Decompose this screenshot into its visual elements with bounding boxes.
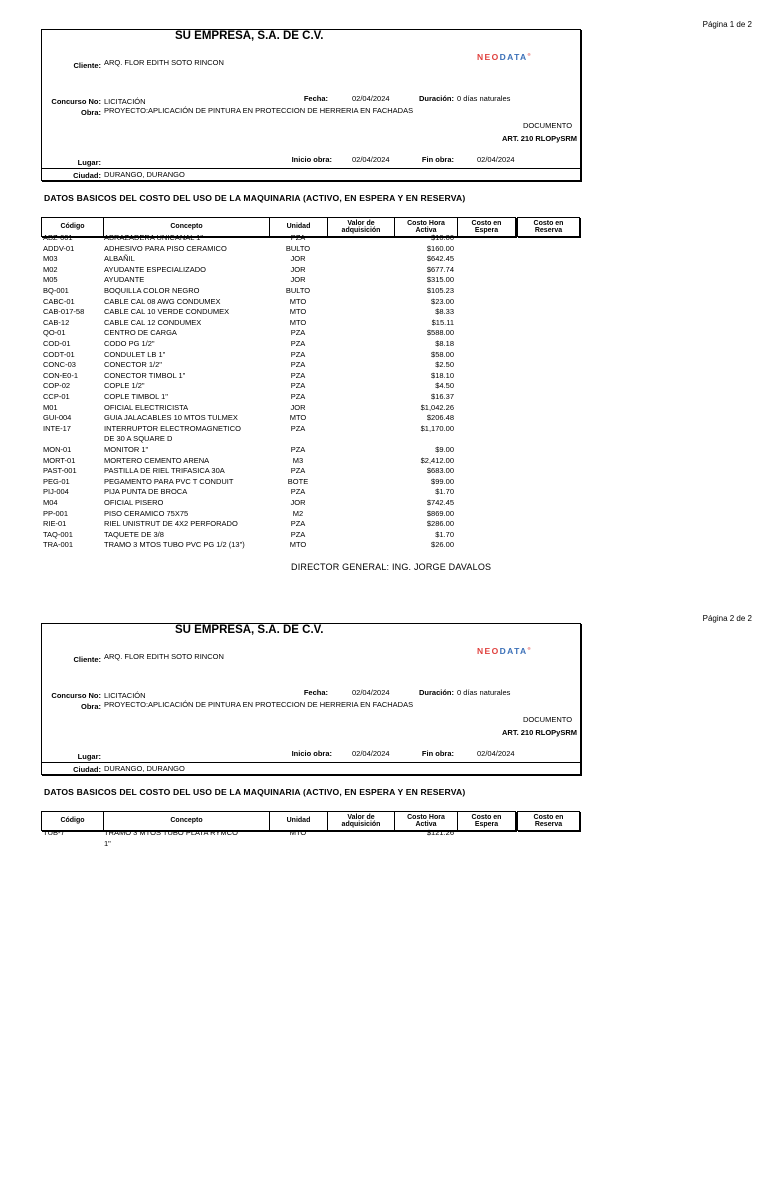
inicio-value: 02/04/2024 <box>352 749 390 758</box>
cell-costo-hora: $16.37 <box>431 392 454 401</box>
cell-costo-hora: $286.00 <box>426 519 454 529</box>
table-row <box>0 487 768 498</box>
cell-unidad: MTO <box>289 828 307 837</box>
col-concepto: Concepto <box>103 811 270 831</box>
cell-unidad: M2 <box>292 508 304 518</box>
table-row <box>0 477 768 488</box>
cell-codigo: M04 <box>43 498 58 507</box>
table-row <box>0 530 768 541</box>
cell-concepto: GUIA JALACABLES 10 MTOS TULMEX <box>104 413 238 423</box>
cell-costo-hora: $23.00 <box>431 296 454 306</box>
cell-unidad: PZA <box>290 487 306 497</box>
cell-codigo: CONC-03 <box>43 360 76 370</box>
header-separator <box>42 762 580 763</box>
cell-unidad: PZA <box>290 349 306 359</box>
col-valor-adquisicion: Valor de adquisición <box>327 217 395 237</box>
col-costo-hora-activa: Costo Hora Activa <box>394 811 458 831</box>
cell-unidad: PZA <box>290 233 306 242</box>
table-row <box>0 318 768 329</box>
cell-unidad: BOTE <box>287 476 309 486</box>
cell-codigo: COP-02 <box>43 381 71 391</box>
duracion-label: Duración: <box>418 688 454 697</box>
cell-concepto: ADHESIVO PARA PISO CERAMICO <box>104 243 227 253</box>
cell-codigo: M02 <box>43 264 58 274</box>
cell-concepto: AYUDANTE <box>104 275 145 285</box>
cell-codigo: ABZ-001 <box>43 233 73 242</box>
col-unidad: Unidad <box>269 811 328 831</box>
obra-label: Obra: <box>80 108 101 117</box>
inicio-value: 02/04/2024 <box>352 155 390 164</box>
table-row <box>0 297 768 308</box>
col-codigo: Código <box>41 811 104 831</box>
cell-codigo: PP-001 <box>43 508 69 518</box>
cell-unidad: PZA <box>290 519 306 529</box>
duracion-label: Duración: <box>418 94 454 103</box>
cell-concepto: CENTRO DE CARGA <box>104 328 177 338</box>
cell-codigo: CAB-12 <box>43 317 70 327</box>
cell-codigo: CABC-01 <box>43 296 75 306</box>
cell-costo-hora: $9.00 <box>435 445 454 454</box>
table-row <box>0 413 768 424</box>
cell-codigo: PIJ-004 <box>43 487 69 497</box>
cell-codigo: MORT-01 <box>43 455 76 465</box>
concurso-label: Concurso No: <box>51 97 101 106</box>
cell-codigo: M05 <box>43 275 58 285</box>
cell-unidad: JOR <box>290 498 306 507</box>
section-title: DATOS BASICOS DEL COSTO DEL USO DE LA MAQUINARIA (ACTIVO, EN ESPERA Y EN RESERVA) <box>44 193 466 203</box>
page-number: Página 1 de 2 <box>702 20 752 29</box>
table-row <box>0 424 768 435</box>
cell-codigo: CAB-017-58 <box>43 307 85 317</box>
cell-concepto: BOQUILLA COLOR NEGRO <box>104 286 200 295</box>
cell-costo-hora: $642.45 <box>426 254 454 264</box>
table-row <box>0 392 768 403</box>
cell-codigo: CON-E0-1 <box>43 370 79 380</box>
cell-concepto: RIEL UNISTRUT DE 4X2 PERFORADO <box>104 519 238 529</box>
col-costo-reserva: Costo en Reserva <box>517 217 580 237</box>
cell-costo-hora: $1.70 <box>435 529 454 539</box>
neodata-logo: NEODATA® <box>477 52 532 62</box>
cell-concepto: PISO CERAMICO 75X75 <box>104 508 189 518</box>
cell-concepto: DE 30 A SQUARE D <box>104 434 173 444</box>
cell-unidad: JOR <box>290 402 306 412</box>
cell-costo-hora: $2,412.00 <box>420 455 454 465</box>
lugar-label: Lugar: <box>77 158 101 167</box>
table-row <box>0 244 768 255</box>
table-row <box>0 275 768 286</box>
obra-label: Obra: <box>80 702 101 711</box>
documento-label: DOCUMENTO <box>523 121 573 130</box>
table-row <box>0 265 768 276</box>
cell-concepto: TRAMO 3 MTOS TUBO PLATA RYMCO <box>104 828 238 837</box>
col-costo-espera: Costo en Espera <box>457 217 516 237</box>
cell-concepto: COPLE TIMBOL 1" <box>104 392 168 401</box>
cell-costo-hora: $1.70 <box>435 487 454 497</box>
cell-codigo: TRA-001 <box>43 540 74 550</box>
cell-concepto: COPLE 1/2" <box>104 381 145 391</box>
duracion-value: 0 días naturales <box>457 688 511 697</box>
cell-concepto: MORTERO CEMENTO ARENA <box>104 455 210 465</box>
table-row <box>0 466 768 477</box>
cell-concepto: OFICIAL ELECTRICISTA <box>104 402 189 412</box>
cell-codigo: BQ-001 <box>43 286 69 295</box>
cell-codigo: INTE-17 <box>43 423 71 433</box>
col-unidad: Unidad <box>269 217 328 237</box>
table-row <box>0 339 768 350</box>
cell-codigo: PEG-01 <box>43 476 70 486</box>
ciudad-value: DURANGO, DURANGO <box>104 170 185 179</box>
cell-costo-hora: $742.45 <box>426 498 454 507</box>
cell-codigo: RIE-01 <box>43 519 67 529</box>
inicio-label: Inicio obra: <box>291 749 332 758</box>
articulo-label: ART. 210 RLOPySRM <box>502 728 578 737</box>
ciudad-label: Ciudad: <box>73 171 101 180</box>
header-separator <box>42 168 580 169</box>
cell-concepto: PEGAMENTO PARA PVC T CONDUIT <box>104 476 234 486</box>
table-row <box>0 828 768 839</box>
fin-value: 02/04/2024 <box>477 749 515 758</box>
col-valor-adquisicion: Valor de adquisición <box>327 811 395 831</box>
obra-value: PROYECTO:APLICACIÓN DE PINTURA EN PROTECCION DE HERRERIA EN FACHADAS <box>104 700 414 709</box>
col-costo-reserva: Costo en Reserva <box>517 811 580 831</box>
cell-unidad: MTO <box>289 307 307 317</box>
table-row <box>0 498 768 509</box>
cell-codigo: M01 <box>43 402 58 412</box>
cell-codigo: TAQ-001 <box>43 529 73 539</box>
cell-concepto: PIJA PUNTA DE BROCA <box>104 487 188 497</box>
cell-costo-hora: $160.00 <box>426 243 454 253</box>
documento-label: DOCUMENTO <box>523 715 573 724</box>
obra-value: PROYECTO:APLICACIÓN DE PINTURA EN PROTECCION DE HERRERIA EN FACHADAS <box>104 106 414 115</box>
cell-codigo: MON-01 <box>43 445 72 454</box>
cell-codigo: M03 <box>43 254 58 264</box>
cell-concepto: OFICIAL PISERO <box>104 498 164 507</box>
section-title: DATOS BASICOS DEL COSTO DEL USO DE LA MAQUINARIA (ACTIVO, EN ESPERA Y EN RESERVA) <box>44 787 466 797</box>
cell-unidad: JOR <box>290 254 306 264</box>
concurso-value: LICITACIÓN <box>104 97 146 106</box>
fecha-label: Fecha: <box>303 94 328 103</box>
cell-unidad: MTO <box>289 540 307 550</box>
table-row <box>0 286 768 297</box>
cell-costo-hora: $4.50 <box>435 381 454 391</box>
cell-codigo: CCP-01 <box>43 392 70 401</box>
cell-codigo: PAST-001 <box>43 466 77 476</box>
ciudad-value: DURANGO, DURANGO <box>104 764 185 773</box>
cell-costo-hora: $10.00 <box>431 233 454 242</box>
table-row <box>0 254 768 265</box>
cell-codigo: TUB-7 <box>43 828 65 837</box>
page-number: Página 2 de 2 <box>702 614 752 623</box>
cell-unidad: PZA <box>290 381 306 391</box>
col-concepto: Concepto <box>103 217 270 237</box>
cell-concepto: MONITOR 1" <box>104 445 149 454</box>
cell-unidad: MTO <box>289 413 307 423</box>
document-page-2 <box>0 594 768 1188</box>
cell-unidad: JOR <box>290 264 306 274</box>
cell-unidad: PZA <box>290 445 306 454</box>
table-row <box>0 403 768 414</box>
cell-costo-hora: $15.11 <box>431 317 454 327</box>
table-row <box>0 233 768 244</box>
table-row <box>0 328 768 339</box>
cell-concepto: 1" <box>104 838 111 848</box>
table-row <box>0 456 768 467</box>
cell-concepto: ALBAÑIL <box>104 254 135 264</box>
cell-unidad: PZA <box>290 392 306 401</box>
cell-concepto: TRAMO 3 MTOS TUBO PVC PG 1/2 (13") <box>104 540 245 550</box>
cell-costo-hora: $869.00 <box>426 508 454 518</box>
table-row <box>0 509 768 520</box>
table-row <box>0 839 768 850</box>
cell-unidad: PZA <box>290 360 306 370</box>
concurso-label: Concurso No: <box>51 691 101 700</box>
cell-concepto: ABRAZADERA UNICANAL 1" <box>104 233 204 242</box>
cell-costo-hora: $588.00 <box>426 328 454 338</box>
articulo-label: ART. 210 RLOPySRM <box>502 134 578 143</box>
cell-unidad: PZA <box>290 370 306 380</box>
cell-costo-hora: $206.48 <box>426 413 454 423</box>
table-row <box>0 371 768 382</box>
fin-label: Fin obra: <box>421 749 454 758</box>
cell-concepto: CABLE CAL 10 VERDE CONDUMEX <box>104 307 230 317</box>
cell-costo-hora: $18.10 <box>431 370 454 380</box>
cell-costo-hora: $8.33 <box>435 307 454 317</box>
cell-costo-hora: $1,170.00 <box>420 423 454 433</box>
cell-costo-hora: $8.18 <box>435 339 454 348</box>
director-signature: DIRECTOR GENERAL: ING. JORGE DAVALOS <box>291 562 492 572</box>
fin-label: Fin obra: <box>421 155 454 164</box>
cell-concepto: CONDULET LB 1" <box>104 349 166 359</box>
cell-unidad: M3 <box>292 455 304 465</box>
duracion-value: 0 días naturales <box>457 94 511 103</box>
cell-concepto: TAQUETE DE 3/8 <box>104 529 164 539</box>
cell-codigo: QO-01 <box>43 328 66 338</box>
cell-concepto: CONECTOR TIMBOL 1" <box>104 370 186 380</box>
fecha-value: 02/04/2024 <box>352 94 390 103</box>
company-name: SU EMPRESA, S.A. DE C.V. <box>175 624 324 636</box>
table-row <box>0 540 768 551</box>
cell-concepto: CONECTOR 1/2" <box>104 360 162 370</box>
cliente-label: Cliente: <box>73 655 101 664</box>
cell-unidad: MTO <box>289 296 307 306</box>
cell-codigo: COD-01 <box>43 339 71 348</box>
cell-costo-hora: $105.23 <box>426 286 454 295</box>
cell-costo-hora: $26.00 <box>431 540 454 550</box>
concurso-value: LICITACIÓN <box>104 691 146 700</box>
table-row <box>0 445 768 456</box>
cell-concepto: CABLE CAL 08 AWG CONDUMEX <box>104 296 221 306</box>
col-costo-hora-activa: Costo Hora Activa <box>394 217 458 237</box>
cliente-value: ARQ. FLOR EDITH SOTO RINCON <box>104 58 224 67</box>
fecha-label: Fecha: <box>303 688 328 697</box>
cell-costo-hora: $683.00 <box>426 466 454 476</box>
cell-costo-hora: $1,042.26 <box>420 402 454 412</box>
cell-codigo: GUI-004 <box>43 413 72 423</box>
cell-codigo: ADDV-01 <box>43 243 75 253</box>
table-row <box>0 519 768 530</box>
neodata-logo: NEODATA® <box>477 646 532 656</box>
table-row <box>0 307 768 318</box>
cell-costo-hora: $2.50 <box>435 360 454 370</box>
cell-concepto: PASTILLA DE RIEL TRIFASICA 30A <box>104 466 225 476</box>
cell-unidad: PZA <box>290 339 306 348</box>
company-name: SU EMPRESA, S.A. DE C.V. <box>175 30 324 42</box>
cliente-value: ARQ. FLOR EDITH SOTO RINCON <box>104 652 224 661</box>
cell-unidad: PZA <box>290 423 306 433</box>
table-row <box>0 434 768 445</box>
cell-costo-hora: $58.00 <box>431 349 454 359</box>
cell-costo-hora: $99.00 <box>431 476 454 486</box>
ciudad-label: Ciudad: <box>73 765 101 774</box>
fin-value: 02/04/2024 <box>477 155 515 164</box>
cell-unidad: BULTO <box>285 243 311 253</box>
cell-concepto: INTERRUPTOR ELECTROMAGNETICO <box>104 423 241 433</box>
table-row <box>0 350 768 361</box>
inicio-label: Inicio obra: <box>291 155 332 164</box>
cell-unidad: MTO <box>289 317 307 327</box>
col-costo-espera: Costo en Espera <box>457 811 516 831</box>
cell-unidad: JOR <box>290 275 306 285</box>
table-row <box>0 381 768 392</box>
cell-concepto: AYUDANTE ESPECIALIZADO <box>104 264 206 274</box>
fecha-value: 02/04/2024 <box>352 688 390 697</box>
cell-concepto: CABLE CAL 12 CONDUMEX <box>104 317 202 327</box>
lugar-label: Lugar: <box>77 752 101 761</box>
cell-unidad: PZA <box>290 466 306 476</box>
cell-costo-hora: $315.00 <box>426 275 454 285</box>
cliente-label: Cliente: <box>73 61 101 70</box>
table-row <box>0 360 768 371</box>
cell-unidad: BULTO <box>285 286 311 295</box>
cell-costo-hora: $677.74 <box>426 264 454 274</box>
cell-codigo: CODT-01 <box>43 349 75 359</box>
cell-unidad: PZA <box>290 529 306 539</box>
cell-costo-hora: $121.26 <box>426 828 454 837</box>
cell-concepto: CODO PG 1/2" <box>104 339 155 348</box>
cell-unidad: PZA <box>290 328 306 338</box>
col-codigo: Código <box>41 217 104 237</box>
